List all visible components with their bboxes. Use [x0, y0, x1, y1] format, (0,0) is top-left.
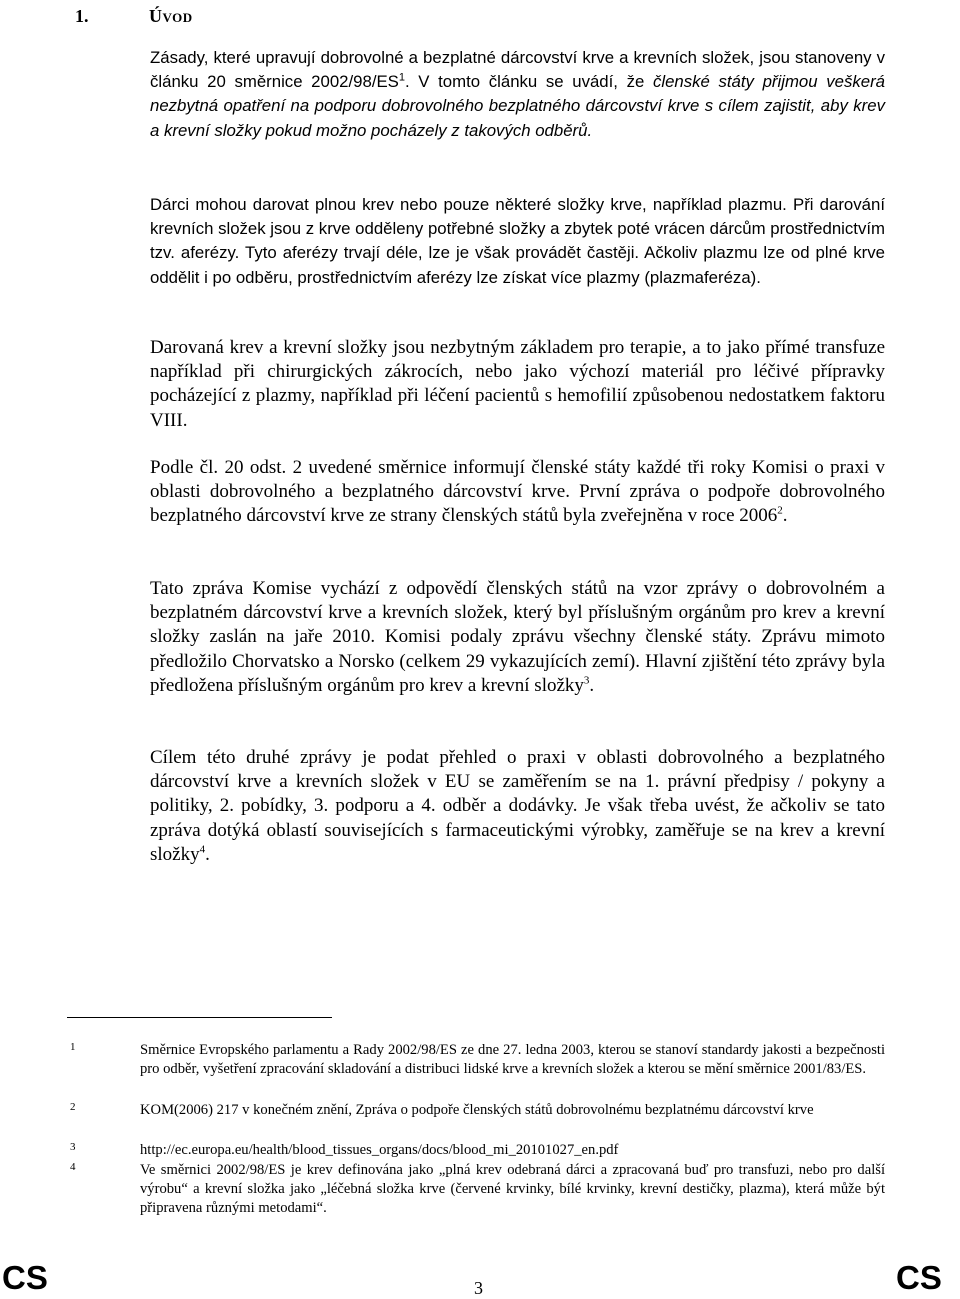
section-heading: [75, 6, 193, 26]
paragraph-1-quote: členské státy přijmou veškerá nezbytná opatření na podporu dobrovolného bezplatného dárcovství krve s cílem zajistit, aby krev a krevní složky pokud možno pocházely z takových odběrů.: [150, 72, 885, 140]
paragraph-2: [150, 193, 885, 290]
paragraph-1-text: Zásady, které upravují dobrovolné a bezplatné dárcovství krve a krevních složek, jsou stanoveny v článku 20 směrnice 2002/98/ES: [150, 48, 885, 92]
footnote-ref-3[interactable]: 3: [583, 674, 590, 687]
paragraph-6: [150, 746, 885, 867]
paragraph-3: [150, 336, 885, 433]
paragraph-4: [150, 456, 885, 529]
footnote-number-4: 4: [70, 1161, 76, 1173]
footnote-number-2: 2: [70, 1101, 76, 1113]
paragraph-1: [150, 46, 885, 143]
footnote-4: Ve směrnici 2002/98/ES je krev definována jako „plná krev odebraná dárci a zpracovaná buď pro transfuzi, nebo pro další výrobu“ a krevní složka jako „léčebná složka krve (červené krvinky, bílé krvinky, krevní destičky, plazma), která může být připravena různými metodami“.: [140, 1162, 885, 1216]
footer-language-right: CS: [896, 1259, 942, 1296]
footnote-ref-1[interactable]: 1: [398, 71, 405, 84]
footnote-3-link[interactable]: http://ec.europa.eu/health/blood_tissues_organs/docs/blood_mi_20101027_en.pdf: [140, 1142, 619, 1158]
footnote-2: KOM(2006) 217 v konečném znění, Zpráva o podpoře členských států dobrovolnému bezplatnému dárcovství krve: [140, 1102, 814, 1118]
footnote-ref-4[interactable]: 4: [199, 843, 206, 856]
footnote-number-1: 1: [70, 1041, 76, 1053]
page-number: 3: [474, 1278, 483, 1298]
paragraph-2-text: Dárci mohou darovat plnou krev nebo pouze některé složky krve, například plazmu. Při darování krevních složek jsou z krve odděleny potřebné složky a zbytek poté vrácen dárcům prostřednictvím tzv. aferézy. Tyto aferézy trvají déle, lze je však provádět častěji. Ačkoliv plazmu lze od plné krve oddělit i po odběru, prostřednictvím aferézy lze získat více plazmy (plazmaferéza).: [150, 195, 885, 287]
footnote-ref-2[interactable]: 2: [777, 505, 783, 518]
paragraph-5-text: Tato zpráva Komise vychází z odpovědí členských států na vzor zprávy o dobrovolném a bezplatném dárcovství krve a krevních složek, který byl příslušným orgánům pro krev a krevní složky zaslán na jaře 2010. Komisi podaly zprávu všechny členské státy. Zprávu mimoto předložilo Chorvatsko a Norsko (celkem 29 vykazujících zemí). Hlavní zjištění této zprávy byla předložena příslušným orgánům pro krev a krevní složky: [150, 578, 885, 696]
paragraph-5: [150, 577, 885, 698]
paragraph-5-end: .: [589, 674, 595, 696]
section-title: Úvod: [149, 6, 193, 26]
section-number: 1.: [75, 6, 89, 26]
footnote-1: Směrnice Evropského parlamentu a Rady 2002/98/ES ze dne 27. ledna 2003, kterou se stanoví standardy jakosti a bezpečnosti pro odběr, vyšetření zpracování skladování a distribuci lidské krve a krevních složek a kterou se mění směrnice 2001/83/ES.: [140, 1042, 885, 1077]
paragraph-1-text-cont: . V tomto článku se uvádí, že: [405, 72, 645, 92]
paragraph-6-end: .: [205, 843, 210, 865]
footer-language-left: CS: [2, 1259, 48, 1296]
footnote-divider: [67, 1017, 332, 1018]
paragraph-4-text: Podle čl. 20 odst. 2 uvedené směrnice informují členské státy každé tři roky Komisi o praxi v oblasti dobrovolného a bezplatného dárcovství krve. První zpráva o podpoře dobrovolného bezplatného dárcovství krve ze strany členských států byla zveřejněna v roce 2006: [150, 457, 885, 527]
paragraph-3-text: Darovaná krev a krevní složky jsou nezbytným základem pro terapie, a to jako přímé transfuze například při chirurgických zákrocích, nebo jako výchozí materiál pro léčivé přípravky pocházející z plazmy, například při léčení pacientů s hemofilií způsobenou nedostatkem faktoru VIII.: [150, 337, 885, 431]
footnote-number-3: 3: [70, 1141, 76, 1153]
paragraph-6-text: Cílem této druhé zprávy je podat přehled o praxi v oblasti dobrovolného a bezplatného dárcovství krve a krevních složek v EU se zaměřením se na 1. právní předpisy / pokyny a politiky, 2. pobídky, 3. podporu a 4. odběr a dodávky. Je však třeba uvést, že ačkoliv se tato zpráva dotýká oblastí souvisejících s farmaceutickými výrobky, zaměřuje se na krev a krevní složky: [150, 747, 885, 865]
paragraph-4-end: .: [782, 505, 788, 527]
